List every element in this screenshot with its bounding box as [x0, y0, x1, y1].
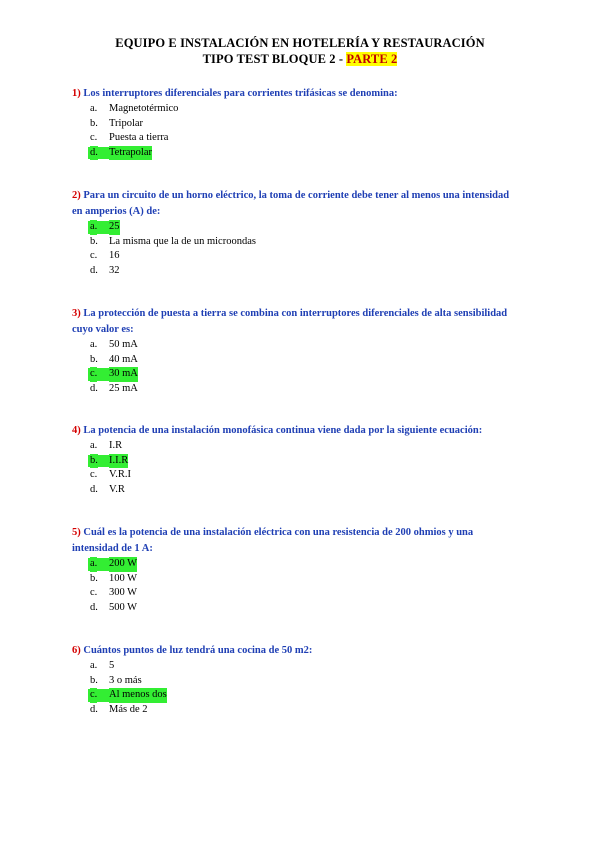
option-list: [72, 338, 512, 396]
document-subtitle: [0, 52, 600, 67]
option-text: Tripolar: [109, 117, 144, 129]
option-text: Puesta a tierra: [109, 132, 169, 144]
option-list: [72, 439, 512, 497]
option-text: 25 mA: [109, 382, 138, 394]
question-number: 4): [72, 425, 81, 436]
option-letter: a.: [90, 557, 97, 572]
option-letter: c.: [90, 688, 97, 703]
option-letter: a.: [90, 220, 97, 235]
answer-option: [72, 117, 512, 132]
option-letter: d.: [90, 264, 98, 276]
answer-option-correct: [72, 146, 512, 161]
question-text: [72, 643, 512, 659]
option-letter: b.: [90, 454, 98, 469]
answer-option: [72, 235, 512, 250]
option-letter: b.: [90, 572, 98, 584]
option-text: 5: [109, 660, 115, 671]
option-letter: a.: [90, 103, 98, 114]
option-text: V.R.I: [109, 469, 131, 481]
question-body: Cuál es la potencia de una instalación eléctrica con una resistencia de 200 ohmios y una intensidad de 1 A:: [72, 527, 474, 554]
option-letter: b.: [90, 235, 98, 247]
option-text: I.R: [109, 440, 123, 451]
option-letter: d.: [90, 382, 98, 394]
option-letter: c.: [90, 250, 98, 262]
option-text: 500 W: [109, 601, 138, 613]
answer-option: [72, 468, 512, 483]
option-text: Tetrapolar: [109, 146, 152, 161]
option-letter: c.: [90, 367, 97, 382]
option-letter: b.: [90, 353, 98, 365]
question-5: [72, 525, 512, 615]
answer-option: [72, 483, 512, 498]
option-list: [72, 102, 512, 160]
option-letter: a.: [90, 339, 98, 350]
question-body: Los interruptores diferenciales para corrientes trifásicas se denomina:: [80, 88, 398, 99]
option-letter: d.: [90, 483, 98, 495]
option-text: 3 o más: [109, 674, 142, 686]
option-text: 25: [109, 220, 120, 235]
question-6: [72, 643, 512, 717]
option-text: I.I.R: [109, 454, 128, 469]
option-text: Magnetotérmico: [109, 103, 179, 114]
option-letter: d.: [90, 703, 98, 715]
option-text: 300 W: [109, 587, 138, 599]
option-text: 40 mA: [109, 353, 138, 365]
question-number: 1): [72, 88, 81, 99]
question-body: Para un circuito de un horno eléctrico, la toma de corriente debe tener al menos una intensidad en amperios (A) de:: [72, 190, 510, 217]
option-letter: a.: [90, 660, 98, 671]
question-text: [72, 86, 512, 102]
question-2: [72, 188, 512, 278]
option-letter: d.: [90, 146, 98, 161]
option-text: V.R: [109, 483, 125, 495]
option-letter: c.: [90, 469, 98, 481]
option-text: Al menos dos: [109, 688, 167, 703]
option-letter: a.: [90, 440, 98, 451]
answer-option-correct: [72, 220, 512, 235]
question-3: [72, 306, 512, 396]
option-letter: b.: [90, 117, 98, 129]
option-text: La misma que la de un microondas: [109, 235, 256, 247]
option-text: 50 mA: [109, 339, 138, 350]
title-line-1: EQUIPO E INSTALACIÓN EN HOTELERÍA Y RESTAURACIÓN: [115, 36, 485, 50]
question-number: 5): [72, 527, 81, 538]
answer-option-correct: [72, 454, 512, 469]
question-body: La potencia de una instalación monofásica continua viene dada por la siguiente ecuación:: [80, 425, 483, 436]
option-text: Más de 2: [109, 703, 148, 715]
option-list: [72, 220, 512, 278]
question-text: [72, 188, 512, 220]
answer-option: [72, 338, 512, 353]
subtitle-highlight: PARTE 2: [346, 52, 398, 66]
answer-option: [72, 601, 512, 616]
answer-option-correct: [72, 367, 512, 382]
answer-option: [72, 382, 512, 397]
option-letter: d.: [90, 601, 98, 613]
option-letter: b.: [90, 674, 98, 686]
answer-option: [72, 102, 512, 117]
question-number: 6): [72, 645, 81, 656]
option-list: [72, 659, 512, 717]
question-body: Cuántos puntos de luz tendrá una cocina de 50 m2:: [80, 645, 313, 656]
answer-option: [72, 249, 512, 264]
option-text: 100 W: [109, 572, 138, 584]
option-text: 32: [109, 264, 120, 276]
answer-option-correct: [72, 688, 512, 703]
question-1: [72, 86, 512, 160]
question-4: [72, 423, 512, 497]
answer-option-correct: [72, 557, 512, 572]
answer-option: [72, 659, 512, 674]
answer-option: [72, 131, 512, 146]
answer-option: [72, 572, 512, 587]
option-letter: c.: [90, 132, 98, 144]
option-letter: c.: [90, 587, 98, 599]
answer-option: [72, 353, 512, 368]
question-text: [72, 525, 512, 557]
question-body: La protección de puesta a tierra se combina con interruptores diferenciales de alta sensibilidad cuyo valor es:: [72, 308, 508, 335]
option-text: 200 W: [109, 557, 137, 572]
subtitle-prefix: TIPO TEST BLOQUE 2 -: [202, 52, 347, 66]
answer-option: [72, 703, 512, 718]
answer-option: [72, 674, 512, 689]
question-number: 2): [72, 190, 81, 201]
answer-option: [72, 439, 512, 454]
option-list: [72, 557, 512, 615]
question-number: 3): [72, 308, 81, 319]
question-text: [72, 306, 512, 338]
answer-option: [72, 586, 512, 601]
option-text: 16: [109, 250, 120, 262]
document-title: [0, 36, 600, 51]
answer-option: [72, 264, 512, 279]
question-text: [72, 423, 512, 439]
option-text: 30 mA: [109, 367, 138, 382]
